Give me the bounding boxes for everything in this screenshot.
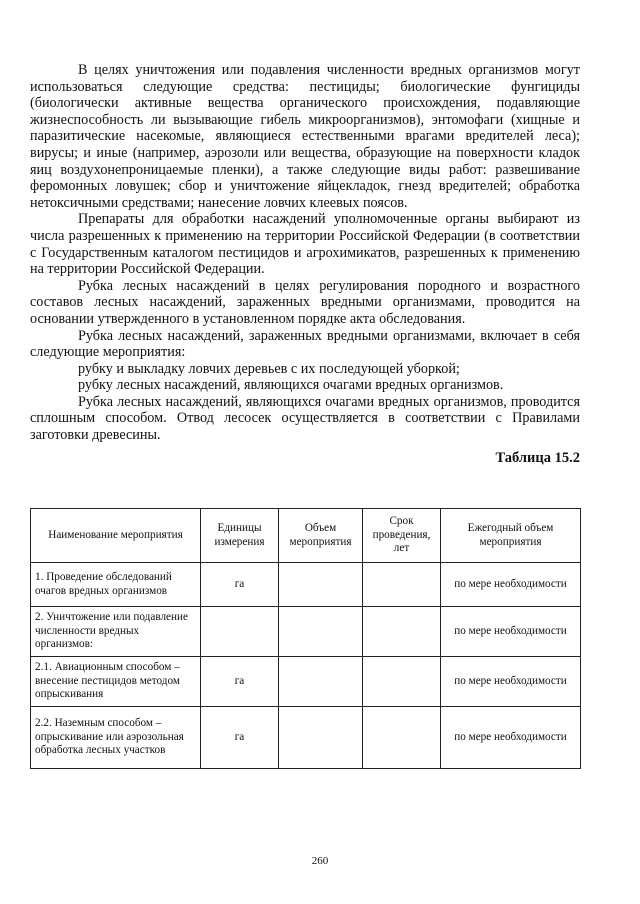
cell-term [363,563,441,607]
table-header-row [31,509,581,563]
cell-measure: 2. Уничтожение или подавление численности вредных организмов: [31,607,201,657]
list-item-trap-trees: рубку и выкладку ловчих деревьев с их последующей уборкой; [78,360,460,377]
cell-measure: 2.2. Наземным способом – опрыскивание или аэрозольная обработка лесных участков [31,707,201,769]
table-row [31,707,581,769]
cell-units [201,607,279,657]
cell-volume [279,563,363,607]
measures-table [30,508,581,769]
paragraph-pest-control-means: В целях уничтожения или подавления численности вредных организмов могут использоваться следующие средства: пестициды; биологические фунгициды (биологически активные вещества органического происхождения, подавляющие жизнеспособность ли вызывающие гибель микроорганизмов), энтомофаги (хищные и паразитические насекомые, являющиеся естественными врагами вредителей леса); вирусы; и иные (например, аэрозоли или вещества, образующие на поверхности кладок яиц воздухонепроницаемые пленки), а также следующие виды работ: развешивание феромонных ловушек; сбор и уничтожение яйцекладок, гнезд вредителей; обработка нетоксичными средствами; нанесение ловчих клеевых поясов. [30,62,580,211]
cell-volume [279,707,363,769]
table-row [31,607,581,657]
cell-measure: 2.1. Авиационным способом – внесение пестицидов методом опрыскивания [31,657,201,707]
paragraph-preparations: Препараты для обработки насаждений уполномоченные органы выбирают из числа разрешенных к применению на территории Российской Федерации (в соответствии с Государственным каталогом пестицидов и агрохимикатов, разрешенных к применению на территории Российской Федерации. [30,211,580,278]
header-annual-volume: Ежегодный объем мероприятия [441,509,581,563]
table-caption: Таблица 15.2 [495,449,580,466]
cell-annual: по мере необходимости [441,657,581,707]
header-measure-name: Наименование мероприятия [31,509,201,563]
paragraph-felling-includes: Рубка лесных насаждений, зараженных вредными организмами, включает в себя следующие мероприятия: [30,327,580,361]
cell-units: га [201,707,279,769]
page-number: 260 [311,855,329,867]
cell-units: га [201,563,279,607]
cell-volume [279,607,363,657]
header-term: Срок проведения, лет [363,509,441,563]
table-row [31,657,581,707]
cell-volume [279,657,363,707]
cell-units: га [201,657,279,707]
paragraph-clear-cutting: Рубка лесных насаждений, являющихся очагами вредных организмов, проводится сплошным способом. Отвод лесосек осуществляется в соответствии с Правилами заготовки древесины. [30,393,580,444]
list-item-outbreak-felling: рубку лесных насаждений, являющихся очагами вредных организмов. [78,377,504,394]
cell-measure: 1. Проведение обследований очагов вредных организмов [31,563,201,607]
cell-term [363,657,441,707]
document-body [30,62,580,467]
header-volume: Объем мероприятия [279,509,363,563]
cell-term [363,607,441,657]
cell-annual: по мере необходимости [441,607,581,657]
table-row [31,563,581,607]
cell-annual: по мере необходимости [441,707,581,769]
cell-annual: по мере необходимости [441,563,581,607]
cell-term [363,707,441,769]
paragraph-felling-regulation: Рубка лесных насаждений в целях регулирования породного и возрастного составов лесных насаждений, зараженных вредными организмами, проводится на основании утвержденного в установленном порядке акта обследования. [30,277,580,327]
header-units: Единицы измерения [201,509,279,563]
